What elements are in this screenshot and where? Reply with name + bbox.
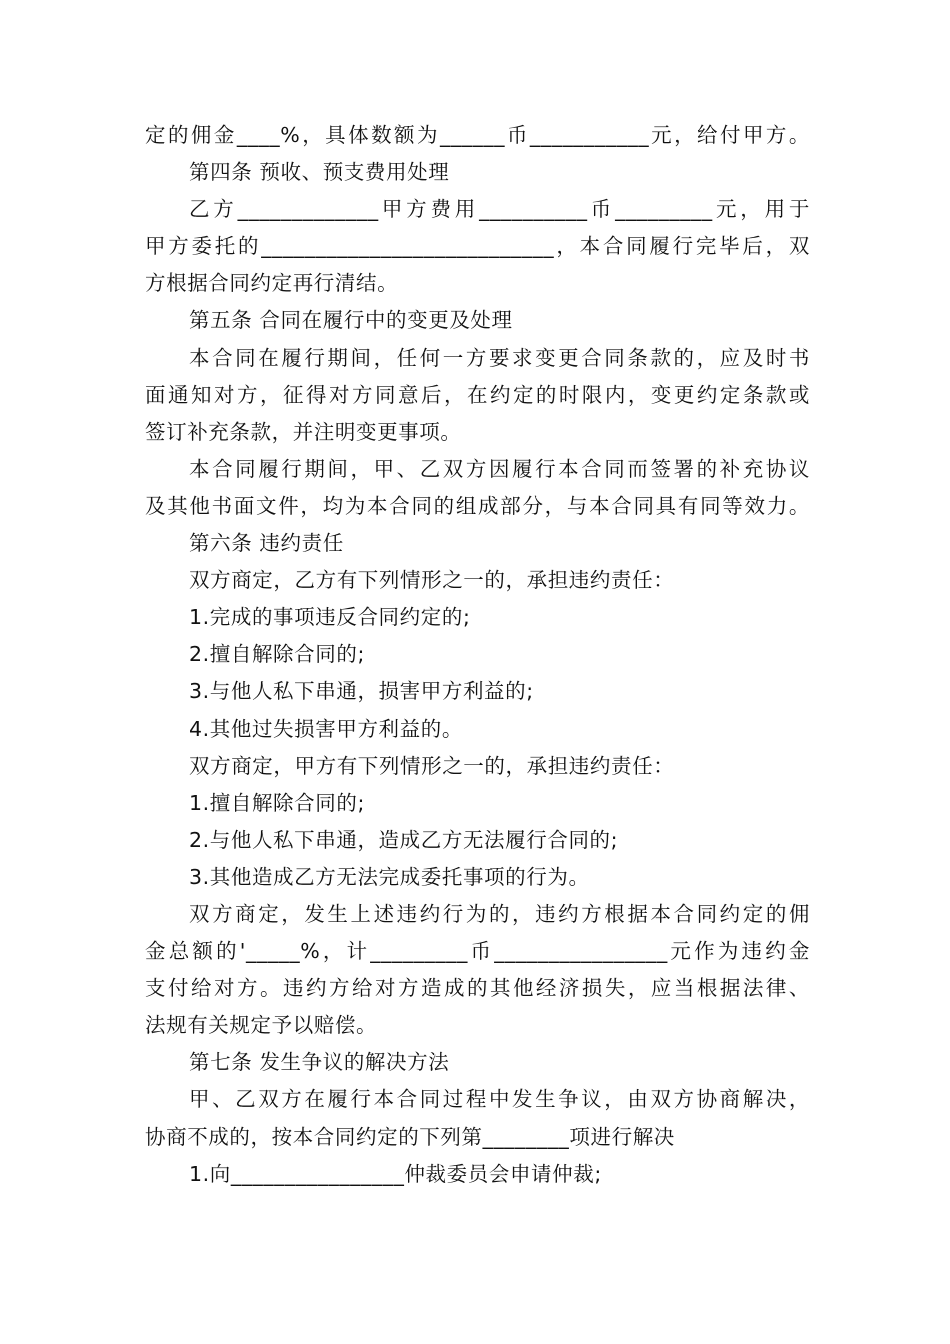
paragraph-line: 双方商定，发生上述违约行为的，违约方根据本合同约定的佣 xyxy=(189,901,810,926)
list-item: 1.擅自解除合同的; xyxy=(189,790,365,815)
paragraph-line: 甲方委托的___________________________，本合同履行完毕后，双 xyxy=(145,234,810,259)
paragraph-line: 金总额的'_____%，计_________币________________元作为违约金 xyxy=(145,939,810,964)
article-4-heading: 第四条 预收、预支费用处理 xyxy=(189,160,450,185)
list-item: 1.完成的事项违反合同约定的; xyxy=(189,605,471,630)
paragraph-line: 面通知对方，征得对方同意后，在约定的时限内，变更约定条款或 xyxy=(145,382,810,407)
paragraph-line: 甲、乙双方在履行本合同过程中发生争议，由双方协商解决， xyxy=(189,1087,810,1112)
paragraph-line: 及其他书面文件，均为本合同的组成部分，与本合同具有同等效力。 xyxy=(145,493,810,518)
list-item: 2.擅自解除合同的; xyxy=(189,642,365,667)
list-item: 3.其他造成乙方无法完成委托事项的行为。 xyxy=(189,864,590,889)
paragraph-line: 本合同履行期间，甲、乙双方因履行本合同而签署的补充协议 xyxy=(189,456,810,481)
paragraph-line: 协商不成的，按本合同约定的下列第________项进行解决 xyxy=(145,1124,675,1149)
list-item: 2.与他人私下串通，造成乙方无法履行合同的; xyxy=(189,827,619,852)
paragraph-line: 双方商定，乙方有下列情形之一的，承担违约责任： xyxy=(189,568,675,593)
paragraph-line: 签订补充条款，并注明变更事项。 xyxy=(145,419,462,444)
paragraph-line: 双方商定，甲方有下列情形之一的，承担违约责任： xyxy=(189,753,675,778)
paragraph-line: 支付给对方。违约方给对方造成的其他经济损失，应当根据法律、 xyxy=(145,976,810,1001)
paragraph-line: 方根据合同约定再行清结。 xyxy=(145,271,399,296)
paragraph-line: 定的佣金____%，具体数额为______币___________元，给付甲方。 xyxy=(145,123,810,147)
list-item: 1.向________________仲裁委员会申请仲裁; xyxy=(189,1161,602,1186)
article-5-heading: 第五条 合同在履行中的变更及处理 xyxy=(189,308,513,333)
list-item: 4.其他过失损害甲方利益的。 xyxy=(189,716,463,741)
list-item: 3.与他人私下串通，损害甲方利益的; xyxy=(189,679,534,704)
paragraph-line: 本合同在履行期间，任何一方要求变更合同条款的，应及时书 xyxy=(189,345,810,370)
document-body xyxy=(145,117,810,1193)
paragraph-line: 法规有关规定予以赔偿。 xyxy=(145,1013,378,1038)
paragraph-line: 乙方_____________甲方费用__________币_________元，用于 xyxy=(189,197,810,222)
article-7-heading: 第七条 发生争议的解决方法 xyxy=(189,1050,450,1075)
article-6-heading: 第六条 违约责任 xyxy=(189,531,344,556)
